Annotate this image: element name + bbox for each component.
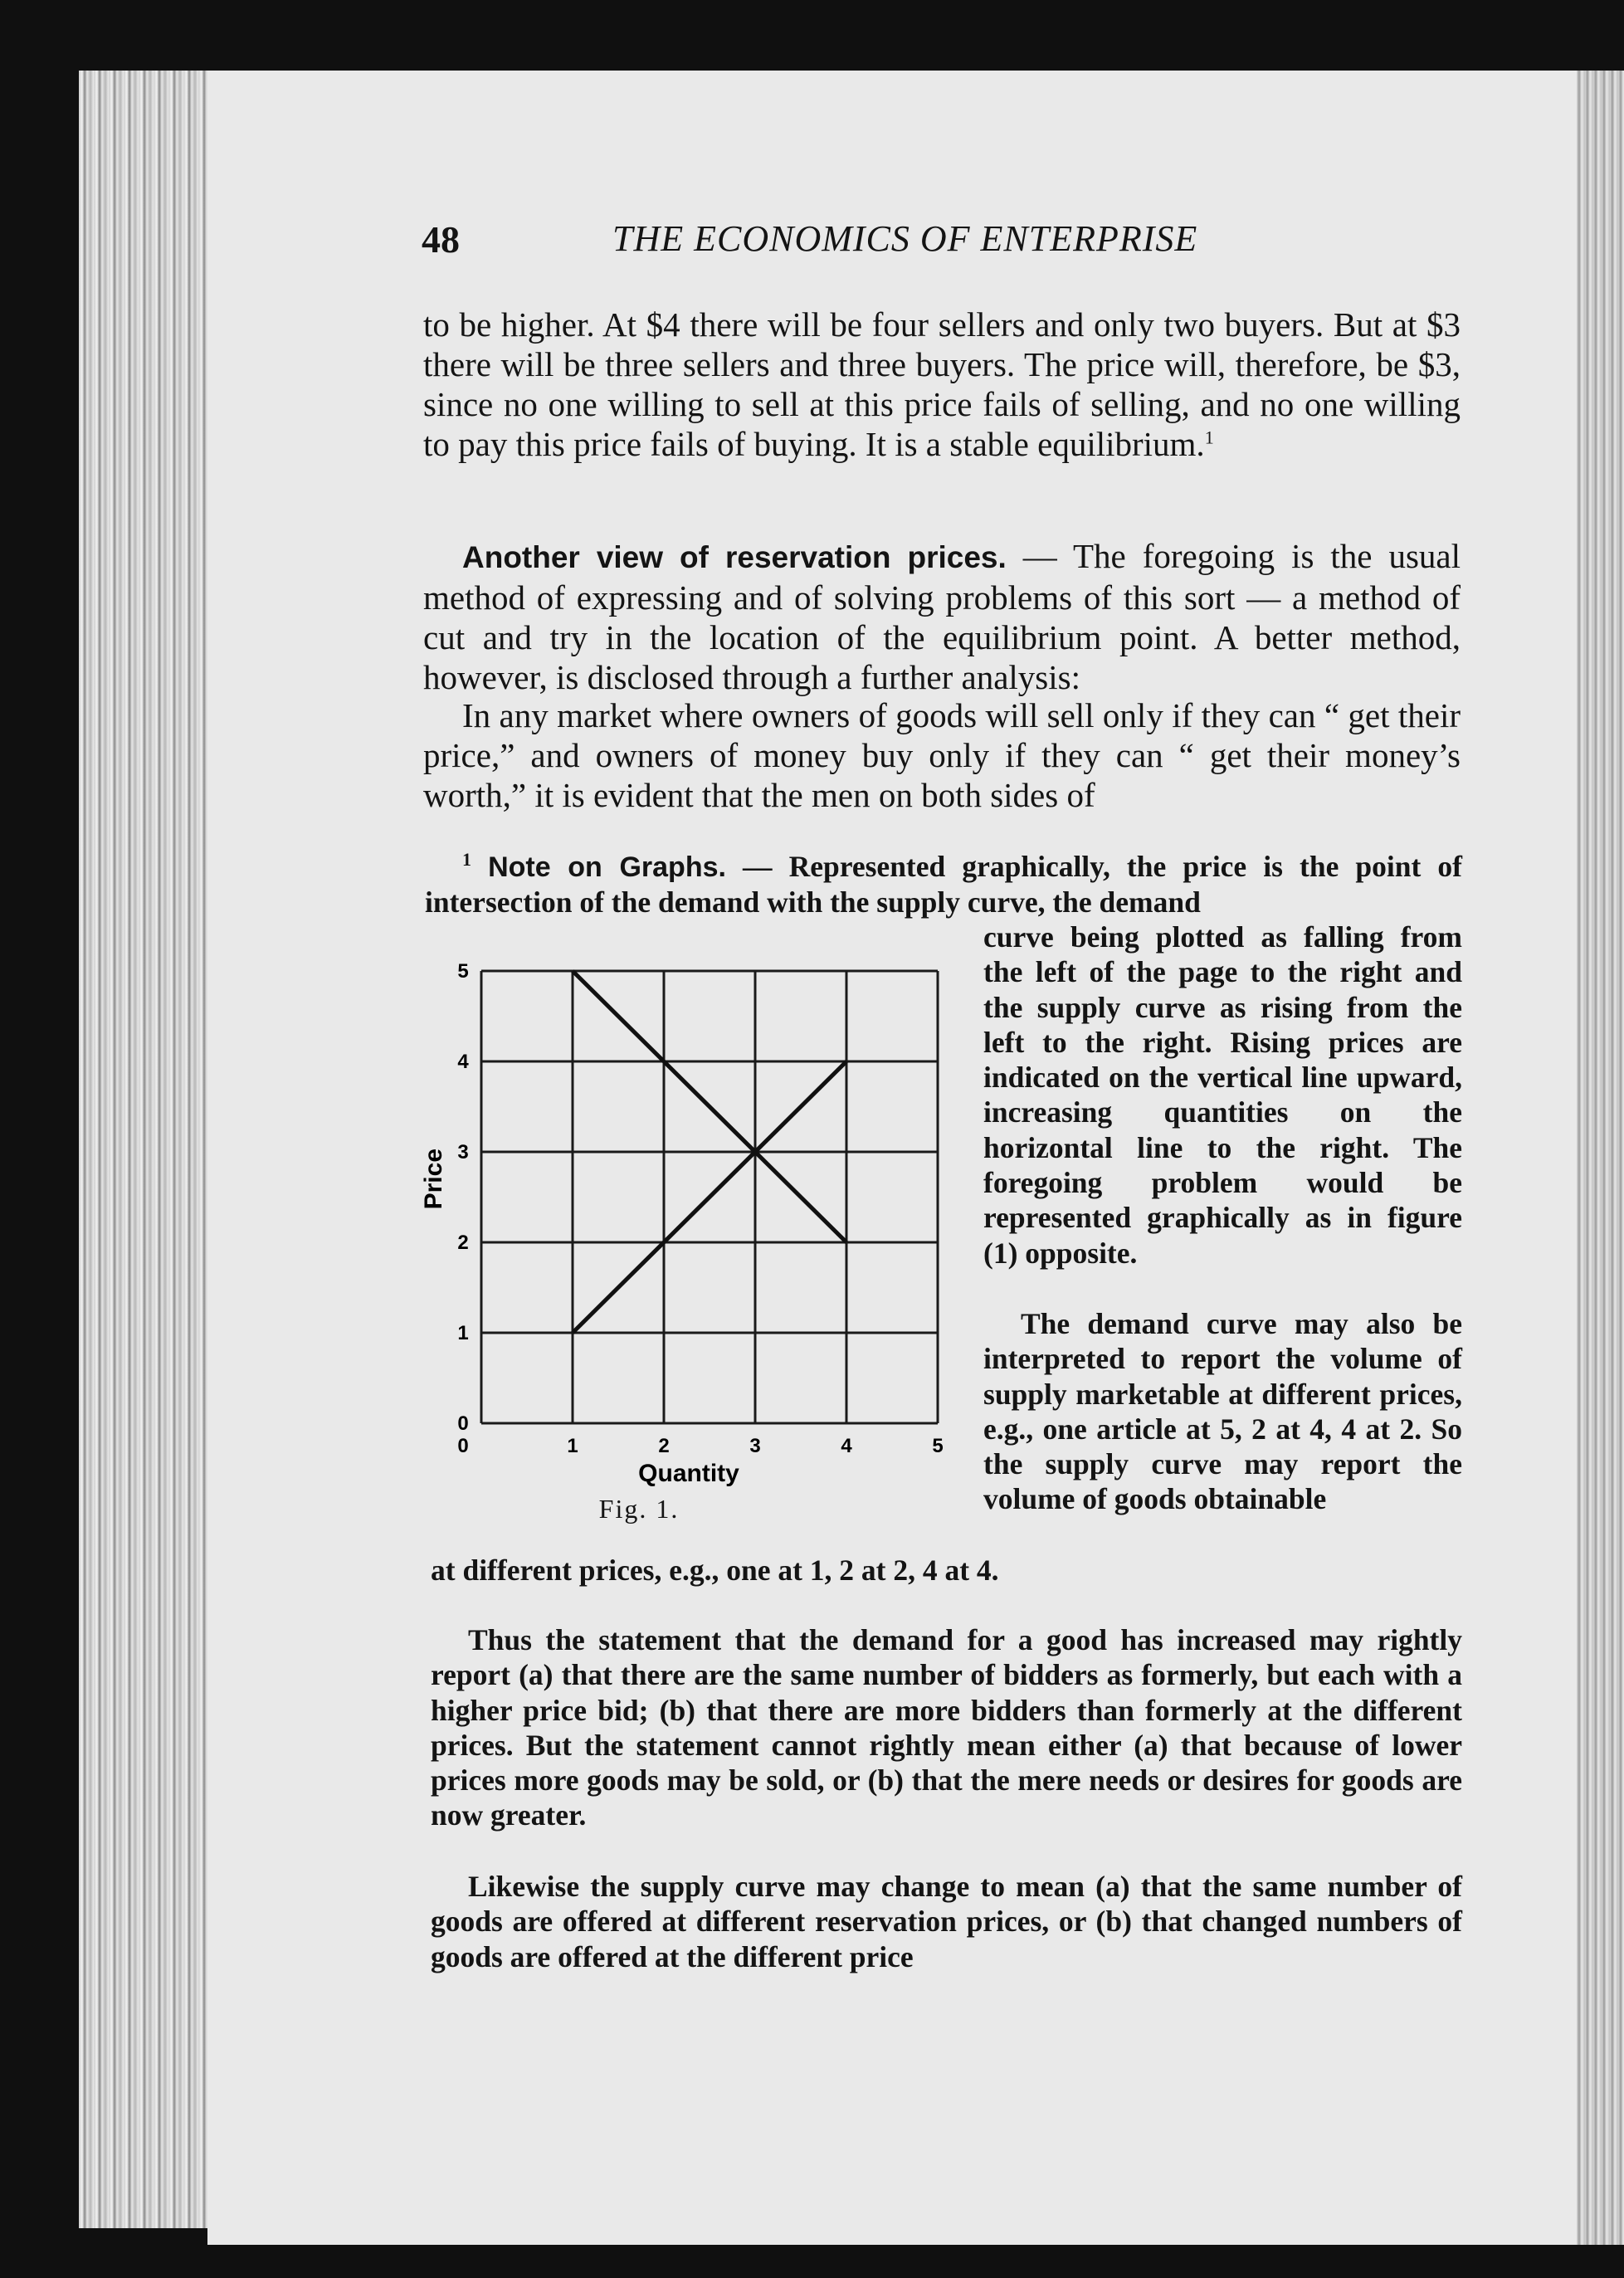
page-number: 48	[422, 218, 460, 261]
body-paragraph-1-text: to be higher. At $4 there will be four sellers and only two buyers. But at $3 there will be three sellers and three buyers. The price will, therefore, be $3, since no one willing to sell at this price fails of selling, and no one willing to pay this price fails of buying. It is a stable equilibrium.	[423, 305, 1461, 463]
footnote-side-text: curve being plotted as falling from the left of the page to the right and the supply curve as rising from the left to the right. Rising prices are indicated on the vertical line upward, increasing quantities on the horizontal line to the right. The foregoing problem would be represented graphically as in figure (1) opposite.	[983, 920, 1462, 1270]
y-tick-label: 3	[457, 1141, 469, 1163]
page-edges-right	[1577, 71, 1624, 2245]
page-edges-left	[79, 71, 212, 2228]
figure-caption: Fig. 1.	[598, 1494, 680, 1524]
running-title: THE ECONOMICS OF ENTERPRISE	[612, 218, 1198, 259]
footnote-side-text-2: The demand curve may also be interpreted to report the volume of supply marketable at different prices, e.g., one article at 5, 2 at 4, 4 at 2. So the supply curve may report the volume of goods obtainable	[983, 1307, 1462, 1516]
body-paragraph-1	[423, 305, 1461, 464]
y-tick-label: 5	[457, 960, 469, 983]
y-axis-label: Price	[420, 1149, 447, 1210]
section-heading: Another view of reservation prices.	[462, 540, 1007, 574]
body-paragraph-2	[423, 536, 1461, 697]
running-head	[422, 217, 1272, 267]
footnote-mark: 1	[462, 849, 471, 871]
footnote-paragraph-b: Thus the statement that the demand for a good has increased may rightly report (a) that there are the same number of bidders as formerly, but each with a higher price bid; (b) that there are more bidders than formerly at the different prices. But the statement cannot rightly mean either (a) that because of lower prices more goods may be sold, or (b) that the mere needs or desires for goods are now greater.	[431, 1623, 1462, 1832]
footnote-lead-text: — Represented graphically, the price is the point of intersection of the demand with the supply curve, the demand	[425, 850, 1462, 919]
supply-curve	[573, 1061, 846, 1333]
x-axis-label: Quantity	[638, 1460, 739, 1487]
x-tick-label: 1	[567, 1435, 578, 1457]
demand-curve	[573, 971, 846, 1242]
body-paragraph-3: In any market where owners of goods will sell only if they can “ get their price,” and owners of money buy only if they can “ get their money’s worth,” it is evident that the men on both sides of	[423, 696, 1461, 814]
x-tick-label: 3	[749, 1435, 761, 1457]
body-paragraph-2-text: — The foregoing is the usual method of expressing and of solving problems of this sort — a method of cut and try in the location of the equilibrium point. A better method, however, is disclosed through a further analysis:	[423, 537, 1461, 696]
x-tick-label: 4	[841, 1435, 852, 1457]
y-tick-label: 2	[457, 1232, 469, 1254]
figure-1	[415, 954, 979, 1535]
footnote-lead	[425, 849, 1462, 920]
x-tick-label: 5	[932, 1435, 944, 1457]
y-tick-label: 4	[457, 1051, 469, 1073]
y-tick-label: 1	[457, 1322, 469, 1344]
footnote-heading: Note on Graphs.	[488, 851, 726, 883]
footnote-paragraph-c: Likewise the supply curve may change to mean (a) that the same number of goods are offered at different reservation prices, or (b) that changed numbers of goods are offered at the different price	[431, 1870, 1462, 1973]
footnote-reference: 1	[1204, 427, 1214, 448]
supply-demand-chart	[415, 954, 979, 1494]
x-tick-label: 0	[457, 1435, 469, 1457]
footnote-tail: at different prices, e.g., one at 1, 2 at 2, 4 at 4.	[431, 1554, 999, 1587]
x-tick-label: 2	[658, 1435, 670, 1457]
y-tick-label: 0	[457, 1412, 469, 1435]
